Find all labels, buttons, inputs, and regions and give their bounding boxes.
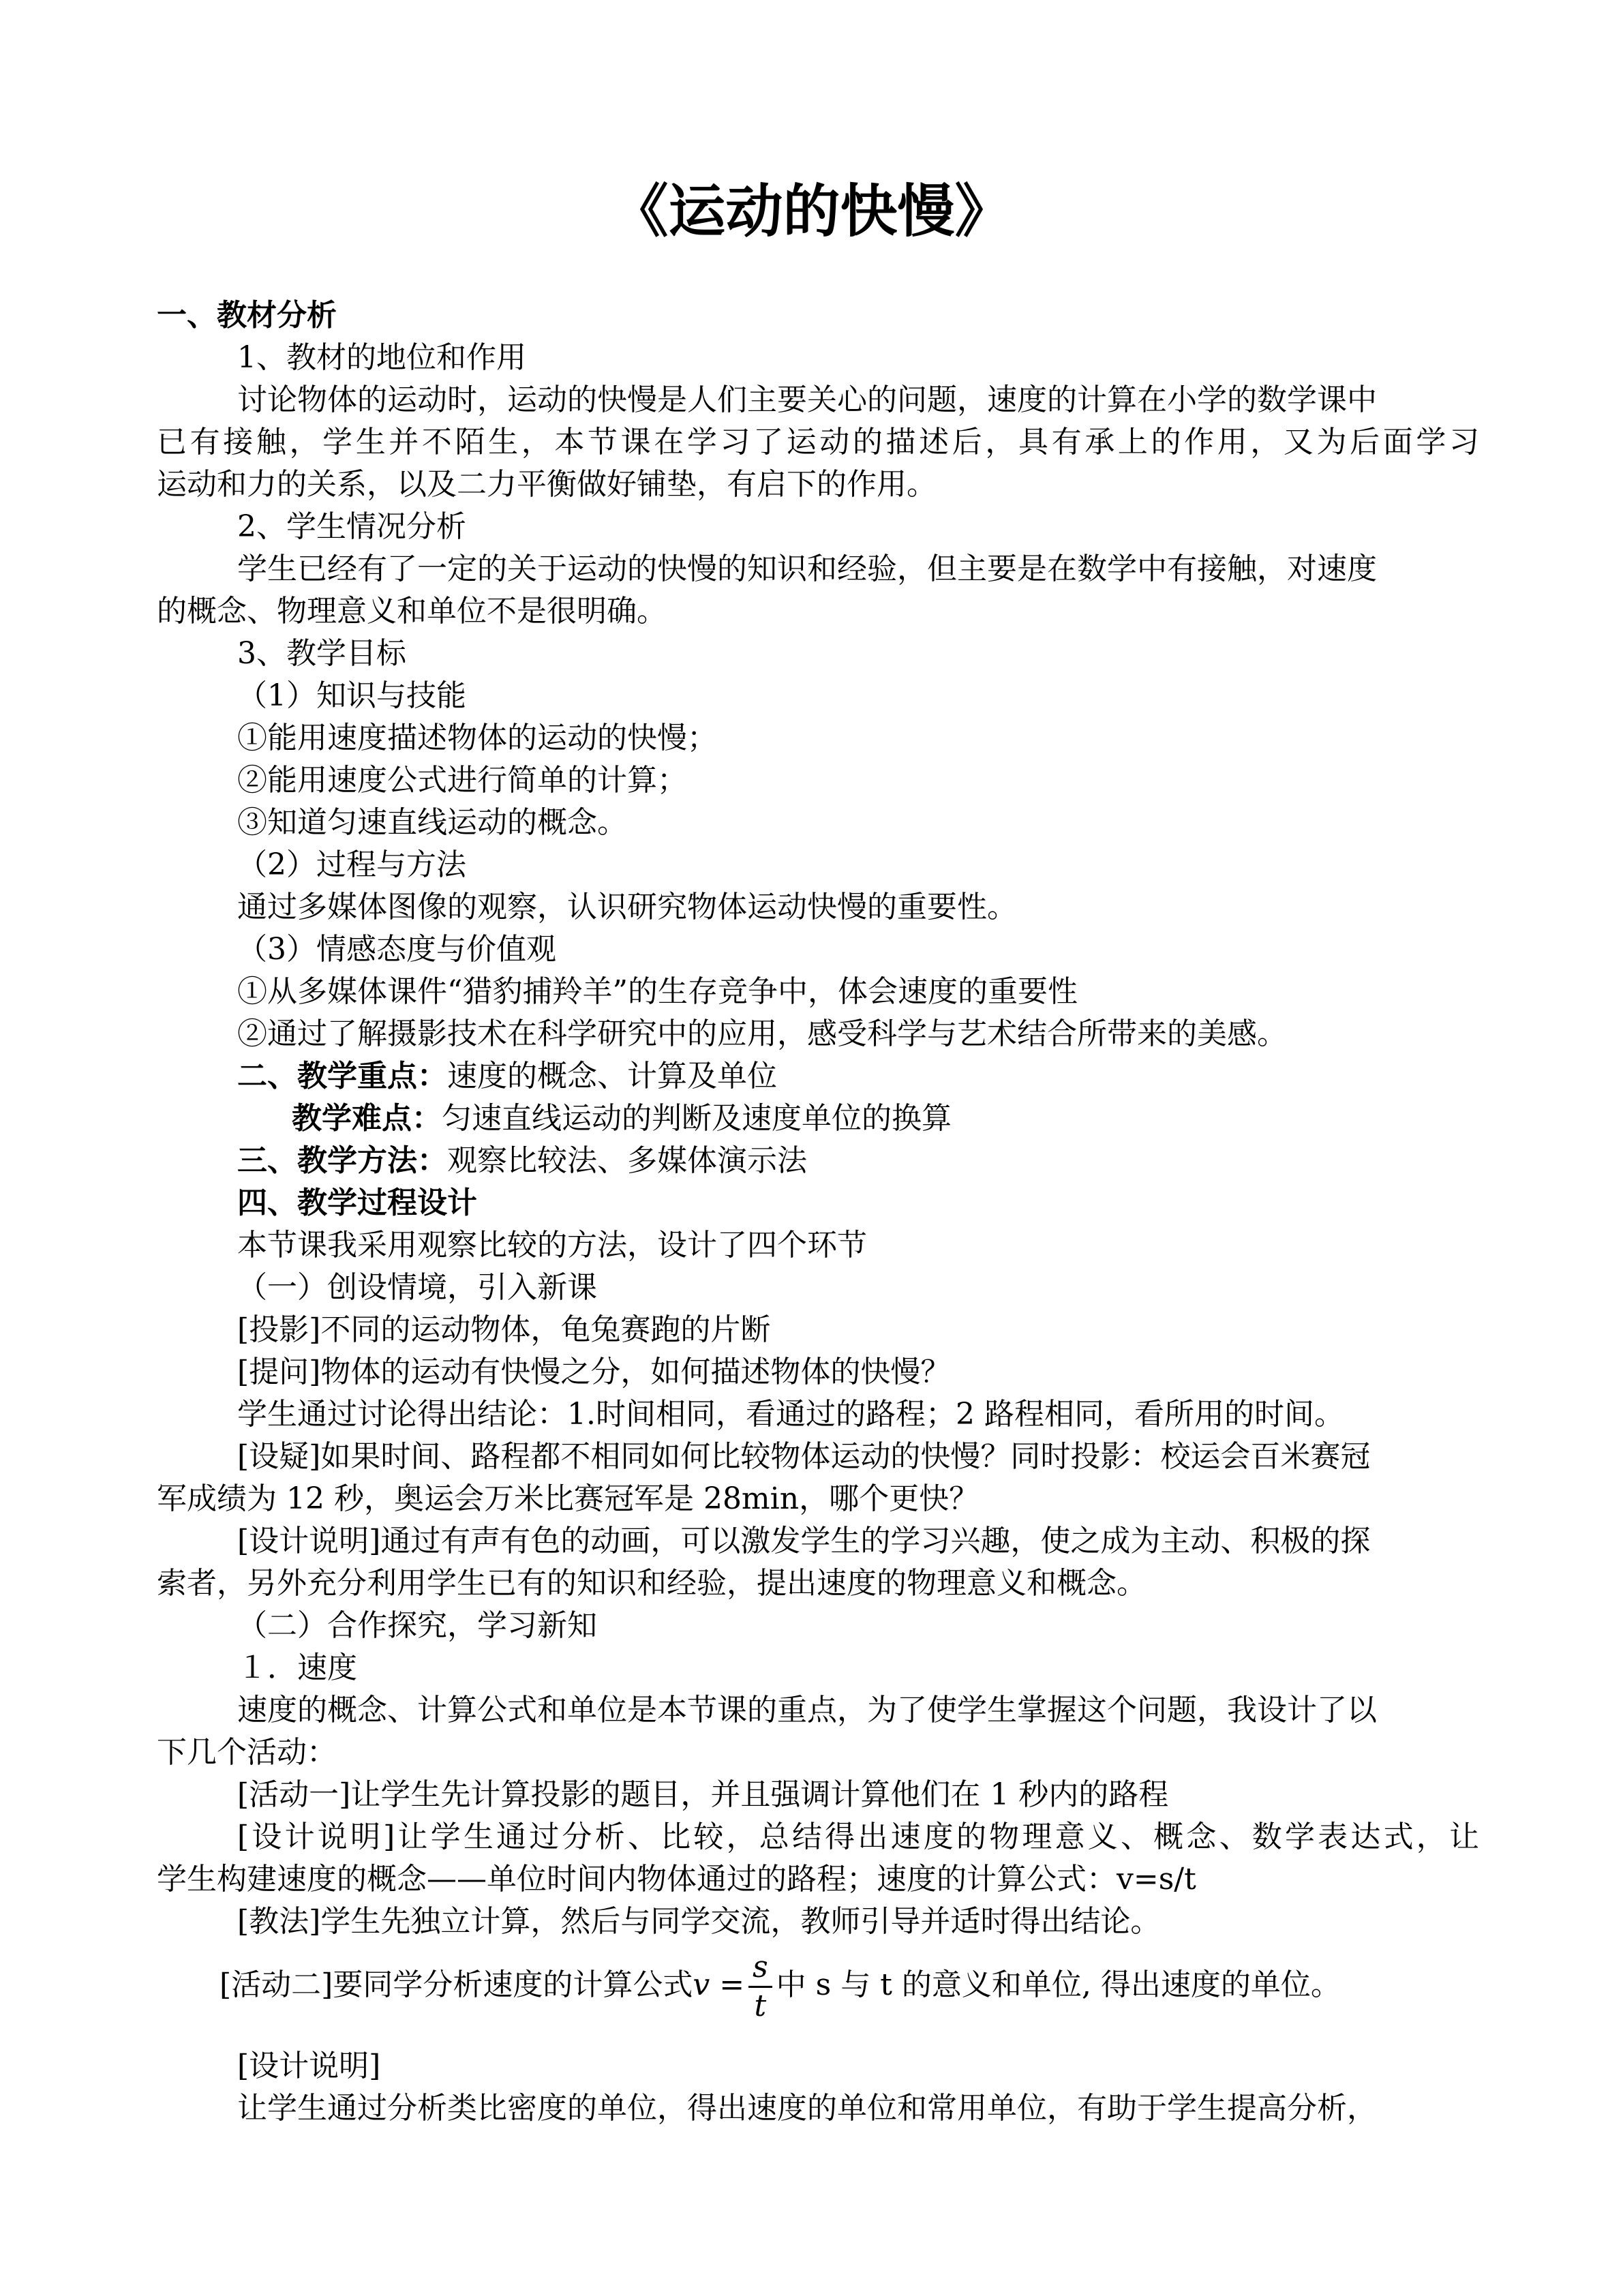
- speed-formula-fraction: [748, 1949, 772, 2025]
- formula-denominator: t: [754, 1989, 767, 2023]
- paragraph-line: 已有接触，学生并不陌生，本节课在学习了运动的描述后，具有承上的作用，又为后面学习: [157, 425, 1479, 459]
- paragraph-line: 下几个活动：: [157, 1735, 337, 1770]
- teaching-methods-text: 观察比较法、多媒体演示法: [447, 1143, 807, 1178]
- subheading-textbook-role: 1、教材的地位和作用: [237, 340, 526, 375]
- teaching-methods-label: 三、教学方法：: [237, 1143, 447, 1178]
- paragraph-line: [设计说明]让学生通过分析、比较，总结得出速度的物理意义、概念、数学表达式，让: [237, 1819, 1479, 1854]
- paragraph-line: [活动一]让学生先计算投影的题目，并且强调计算他们在 1 秒内的路程: [237, 1777, 1169, 1812]
- activity-two-text: [活动二]要同学分析速度的计算公式: [219, 1967, 693, 2002]
- activity-two-text-end: 中 s 与 t 的意义和单位, 得出速度的单位。: [776, 1967, 1341, 2002]
- key-points-label: 二、教学重点：: [237, 1059, 447, 1093]
- paragraph-line: 的概念、物理意义和单位不是很明确。: [157, 594, 667, 629]
- subheading-teaching-goals: 3、教学目标: [237, 636, 406, 671]
- goal-heading: （3）情感态度与价值观: [237, 932, 556, 967]
- step-heading: （一）创设情境，引入新课: [237, 1270, 597, 1305]
- goal-heading: （2）过程与方法: [237, 847, 466, 882]
- key-points-text: 速度的概念、计算及单位: [447, 1059, 777, 1093]
- paragraph-line: 学生通过讨论得出结论：1.时间相同，看通过的路程；2 路程相同，看所用的时间。: [237, 1397, 1344, 1432]
- subheading-student-analysis: 2、学生情况分析: [237, 509, 466, 544]
- goal-item: ①从多媒体课件“猎豹捕羚羊”的生存竞争中，体会速度的重要性: [237, 974, 1078, 1009]
- paragraph-line: [教法]学生先独立计算，然后与同学交流，教师引导并适时得出结论。: [237, 1904, 1161, 1939]
- goal-item: ③知道匀速直线运动的概念。: [237, 805, 627, 840]
- formula-numerator: s: [748, 1949, 772, 1988]
- goal-heading: （1）知识与技能: [237, 678, 466, 713]
- paragraph-line: [设计说明]通过有声有色的动画，可以激发学生的学习兴趣，使之成为主动、积极的探: [237, 1524, 1371, 1558]
- document-title: 《运动的快慢》: [611, 178, 1012, 245]
- paragraph-line: [设疑]如果时间、路程都不相同如何比较物体运动的快慢？同时投影：校运会百米赛冠: [237, 1439, 1371, 1474]
- teaching-methods-line: [237, 1140, 1479, 1182]
- paragraph-line: 学生构建速度的概念——单位时间内物体通过的路程；速度的计算公式：v=s/t: [157, 1862, 1196, 1897]
- goal-item: ②通过了解摄影技术在科学研究中的应用，感受科学与艺术结合所带来的美感。: [237, 1016, 1287, 1051]
- paragraph-line: 速度的概念、计算公式和单位是本节课的重点，为了使学生掌握这个问题，我设计了以: [237, 1693, 1377, 1727]
- activity-two-line: [219, 1948, 1479, 2025]
- paragraph-line: 军成绩为 12 秒，奥运会万米比赛冠军是 28min，哪个更快？: [157, 1481, 980, 1516]
- paragraph-line: 索者，另外充分利用学生已有的知识和经验，提出速度的物理意义和概念。: [157, 1566, 1147, 1601]
- section-heading-process-design: 四、教学过程设计: [237, 1185, 477, 1220]
- goal-item: 通过多媒体图像的观察，认识研究物体运动快慢的重要性。: [237, 890, 1017, 924]
- difficult-points-line: [292, 1098, 1479, 1140]
- formula-variable: v =: [693, 1967, 745, 2002]
- design-note-heading: [设计说明]: [237, 2049, 381, 2083]
- difficult-points-text: 匀速直线运动的判断及速度单位的换算: [442, 1101, 952, 1136]
- step-heading: （二）合作探究，学习新知: [237, 1608, 597, 1643]
- paragraph-line: [投影]不同的运动物体，龟兔赛跑的片断: [237, 1312, 771, 1347]
- section-heading-textbook-analysis: 一、教材分析: [157, 298, 337, 333]
- key-points-line: [237, 1055, 1479, 1098]
- subheading-speed: １．速度: [237, 1650, 357, 1685]
- goal-item: ①能用速度描述物体的运动的快慢；: [237, 721, 717, 755]
- paragraph-line: [提问]物体的运动有快慢之分，如何描述物体的快慢？: [237, 1355, 951, 1389]
- paragraph-line: 讨论物体的运动时，运动的快慢是人们主要关心的问题，速度的计算在小学的数学课中: [237, 382, 1377, 417]
- difficult-points-label: 教学难点：: [292, 1101, 442, 1136]
- goal-item: ②能用速度公式进行简单的计算；: [237, 763, 687, 798]
- paragraph-line: 本节课我采用观察比较的方法，设计了四个环节: [237, 1228, 867, 1263]
- paragraph-line: 学生已经有了一定的关于运动的快慢的知识和经验，但主要是在数学中有接触，对速度: [237, 552, 1377, 586]
- paragraph-line: 让学生通过分析类比密度的单位，得出速度的单位和常用单位，有助于学生提高分析，: [237, 2091, 1377, 2126]
- paragraph-line: 运动和力的关系，以及二力平衡做好铺垫，有启下的作用。: [157, 467, 937, 502]
